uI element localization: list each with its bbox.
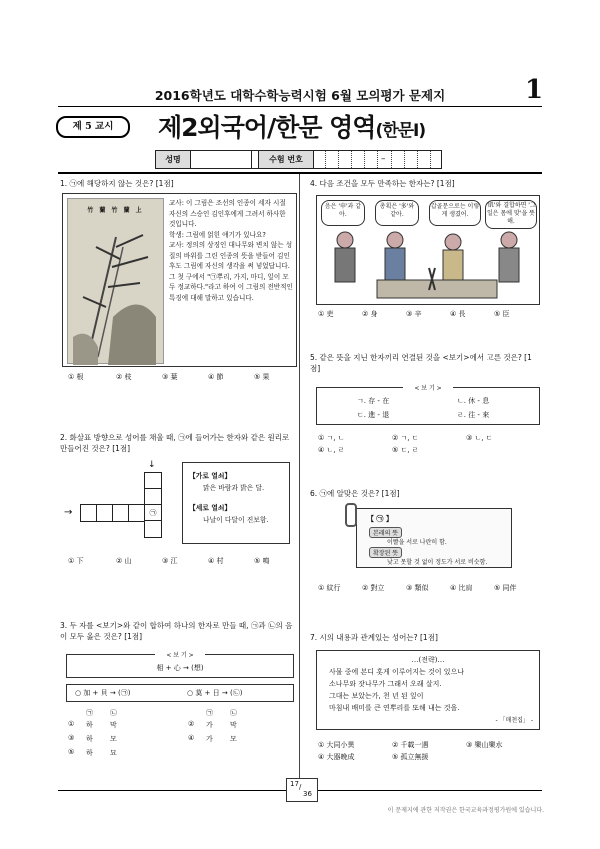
- q3-bogi-label: < 보 기 >: [155, 650, 205, 659]
- arrow-down-icon: ↓: [148, 460, 156, 470]
- q2-option[interactable]: ⑤ 鳴: [254, 557, 270, 565]
- q5-option[interactable]: ④ ㄴ, ㄹ: [318, 446, 345, 454]
- q7-poem-head: …(전략)…: [411, 656, 445, 664]
- q6-title: 6. ㉠에 알맞은 것은? [1점]: [310, 489, 400, 498]
- q5-item: ㄹ. 往 - 來: [457, 411, 490, 419]
- q7-poem-box: [316, 650, 540, 730]
- q3-formula-box: [66, 684, 294, 702]
- q5-option[interactable]: ① ㄱ, ㄴ: [318, 434, 345, 442]
- q4-option[interactable]: ④ 長: [450, 310, 466, 318]
- top-rule: [58, 172, 542, 174]
- q1-option[interactable]: ④ 節: [208, 373, 224, 381]
- q7-option[interactable]: ① 大同小異: [318, 741, 355, 749]
- page-fraction: [286, 778, 318, 802]
- q4-option[interactable]: ③ 辛: [406, 310, 422, 318]
- q3-title: 3. 두 자를 <보기>와 같이 합하여 하나의 한자로 만들 때, ㉠과 ㉡의 음이 모두 옳은 것은? [1점]: [60, 621, 293, 641]
- q6-option[interactable]: ② 對立: [362, 584, 385, 592]
- header-rule: [58, 106, 542, 107]
- q3-option-b: 막: [110, 721, 117, 729]
- q4-title: 4. 다음 조건을 모두 만족하는 한자는? [1점]: [310, 179, 455, 188]
- page-fraction-slash: /: [299, 783, 302, 791]
- q7-option[interactable]: ⑤ 孤立無援: [392, 753, 429, 761]
- q7-option[interactable]: ② 千載一遇: [392, 741, 429, 749]
- q2-clue-down: 나날이 다달이 진보함.: [203, 516, 269, 524]
- q3-option-b: 모: [110, 735, 117, 743]
- q5-title: 5. 같은 뜻을 지닌 한자끼리 연결된 것을 <보기>에서 고른 것은? [1점]: [310, 353, 532, 373]
- q4-option[interactable]: ② 身: [362, 310, 378, 318]
- q5-item: ㄱ. 存 - 在: [357, 397, 390, 405]
- exam-title: 2016학년도 대학수학능력시험 6월 모의평가 문제지: [154, 88, 446, 103]
- q5-option[interactable]: ⑤ ㄷ, ㄹ: [392, 446, 419, 454]
- q2-crossword: [64, 460, 176, 548]
- q3-option-a: 하: [86, 721, 93, 729]
- candidate-info-row: [155, 150, 442, 169]
- q3-col-header: ㉡: [230, 709, 237, 717]
- q1-option[interactable]: ① 根: [68, 373, 84, 381]
- subject-title-main: 제2외국어/한문 영역: [158, 113, 376, 142]
- q3-option-num[interactable]: ②: [188, 720, 195, 728]
- q3-bogi-formula: 相 + 心 → (想): [156, 664, 204, 672]
- q3-formula-b: ○ 莫 + 日 → (㉡): [187, 689, 243, 697]
- bamboo-rock-illustration: [68, 217, 163, 367]
- q5-option[interactable]: ② ㄱ, ㄷ: [392, 434, 419, 442]
- q5-item: ㄷ. 進 - 退: [357, 411, 390, 419]
- q2-option[interactable]: ② 山: [116, 557, 132, 565]
- q3-option-a: 가: [206, 735, 213, 743]
- q1-dialogue-line: 교사: 정의의 상징인 대나무와 변치 않는 성질의 바위를 그린 인종의 뜻을 받들어 김인후도 그림에 자신의 생각을 써 넣었답니다. 그 첫 구에서 "㉠뿌리, 가지, 마디, 잎이 모두 정교하다."라고 하여 이 그림의 전반적인 특징에 대해 말하고 있습니다.: [169, 241, 293, 302]
- q4-illustration: [316, 195, 540, 305]
- q6-bracket: 【 ㉠ 】: [367, 515, 393, 523]
- q4-bubble: 갑골문으로는 이렇게 생겼어.: [429, 200, 481, 226]
- q3-option-a: 하: [86, 749, 93, 757]
- q4-option[interactable]: ⑤ 臣: [494, 310, 510, 318]
- q6-option[interactable]: ④ 比肩: [450, 584, 473, 592]
- q5-item: ㄴ. 休 - 息: [457, 397, 490, 405]
- q6-tag: 본래의 뜻: [369, 527, 402, 538]
- exam-number-label: 수험 번호: [258, 151, 314, 168]
- q3-col-header: ㉡: [110, 709, 117, 717]
- q4-bubble: 총획은 '多'와 같아.: [375, 200, 419, 226]
- q2-option[interactable]: ① 下: [68, 557, 84, 565]
- name-label: 성명: [156, 151, 191, 168]
- students-illustration: [317, 228, 539, 304]
- q3-option-num[interactable]: ④: [188, 734, 195, 742]
- column-divider: [299, 174, 300, 788]
- q2-clue-across-label: 【가로 열쇠】: [189, 472, 232, 480]
- q3-option-b: 모: [230, 735, 237, 743]
- paper-clip-icon: [345, 503, 357, 527]
- page-fraction-top: 17: [290, 780, 299, 788]
- q3-option-b: 묘: [110, 749, 117, 757]
- q6-option[interactable]: ① 紋行: [318, 584, 341, 592]
- page-fraction-bottom: 36: [303, 790, 312, 798]
- q4-option[interactable]: ① 吏: [318, 310, 334, 318]
- q7-source: - 「매천집」 -: [495, 717, 533, 724]
- q7-options: [318, 740, 543, 762]
- q3-option-b: 막: [230, 721, 237, 729]
- q2-clue-box: [182, 462, 290, 544]
- q2-title: 2. 화살표 방향으로 성어를 채울 때, ㉠에 들어가는 한자와 같은 원리로 만들어진 것은? [1점]: [60, 433, 290, 453]
- q3-bogi-box: [66, 654, 294, 678]
- q2-option[interactable]: ③ 江: [162, 557, 178, 565]
- q3-formula-a: ○ 加 + 貝 → (㉠): [75, 689, 131, 697]
- q3-option-a: 하: [86, 735, 93, 743]
- q3-options-table: [68, 708, 298, 768]
- q3-option-a: 가: [206, 721, 213, 729]
- q7-option[interactable]: ③ 樂山樂水: [466, 741, 503, 749]
- q7-title: 7. 시의 내용과 관계있는 성어는? [1점]: [310, 633, 438, 642]
- q2-target-cell: ㉠: [144, 504, 162, 522]
- copyright-notice: 이 문제지에 관한 저작권은 한국교육과정평가원에 있습니다.: [387, 807, 544, 814]
- exam-number-field[interactable]: –: [313, 151, 441, 168]
- q6-meaning: 이빨을 서로 나란히 함.: [387, 539, 447, 546]
- q2-clue-across: 맑은 바람과 밝은 달.: [203, 484, 265, 492]
- period-badge: 제 5 교시: [56, 116, 130, 138]
- subject-title: [158, 108, 425, 144]
- arrow-right-icon: →: [64, 507, 73, 518]
- q3-option-num[interactable]: ①: [68, 720, 75, 728]
- q7-poem-line: 사물 중에 본디 홋게 이루어지는 것이 있으나: [329, 668, 465, 676]
- q3-option-num[interactable]: ③: [68, 734, 75, 742]
- q4-bubble: 음은 '申'과 같아.: [321, 200, 365, 226]
- q1-passage-box: [62, 193, 297, 367]
- q5-options: [318, 433, 543, 455]
- q3-col-header: ㉠: [86, 709, 93, 717]
- q1-painting-caption: 竹 蘭 竹 蘭 上: [87, 207, 144, 214]
- q3-option-num[interactable]: ⑤: [68, 748, 75, 756]
- q7-poem-line: 소나무와 잣나무가 그래서 오래 살지.: [329, 680, 442, 688]
- q6-tag: 확장된 뜻: [369, 547, 402, 558]
- q2-option[interactable]: ④ 村: [208, 557, 224, 565]
- q7-poem-line: 마침내 배미를 큰 연뿌리를 또해 내는 것을.: [329, 704, 460, 712]
- q1-title: 1. ㉠에 해당하지 않는 것은? [1점]: [60, 179, 174, 188]
- q6-card: [356, 508, 512, 568]
- q5-bogi-box: [316, 387, 540, 425]
- q4-bubble: '肌'와 결합하면 '그 일은 몸에 맞'을 뜻해.: [485, 200, 537, 229]
- q1-option[interactable]: ⑤ 果: [254, 373, 270, 381]
- q2-clue-down-label: 【세로 열쇠】: [189, 504, 232, 512]
- q1-option[interactable]: ② 枝: [116, 373, 132, 381]
- q7-poem-line: 그대는 보았는가, 천 년 된 잎이: [329, 692, 424, 700]
- q6-option[interactable]: ⑤ 同伴: [494, 584, 517, 592]
- name-field[interactable]: [191, 151, 252, 168]
- q6-meaning: 낮고 못할 것 없이 정도가 서로 비슷함.: [387, 559, 488, 566]
- q3-col-header: ㉠: [206, 709, 213, 717]
- q6-option[interactable]: ③ 類似: [406, 584, 429, 592]
- q7-option[interactable]: ④ 大器晩成: [318, 753, 355, 761]
- q1-dialogue-line: 교사: 이 그림은 조선의 인종이 세자 시절 자신의 스승인 김인후에게 그려서 하사한 것입니다.: [169, 199, 286, 228]
- q5-bogi-label: < 보 기 >: [403, 383, 453, 392]
- page-number: 1: [525, 75, 544, 105]
- subject-title-sub: (한문Ⅰ): [375, 121, 426, 141]
- q1-dialogue: [169, 198, 293, 303]
- q1-painting: [67, 198, 164, 364]
- q1-dialogue-line: 학생: 그림에 얽힌 얘기가 있나요?: [169, 230, 266, 239]
- q1-option[interactable]: ③ 葉: [162, 373, 178, 381]
- q5-option[interactable]: ③ ㄴ, ㄷ: [466, 434, 493, 442]
